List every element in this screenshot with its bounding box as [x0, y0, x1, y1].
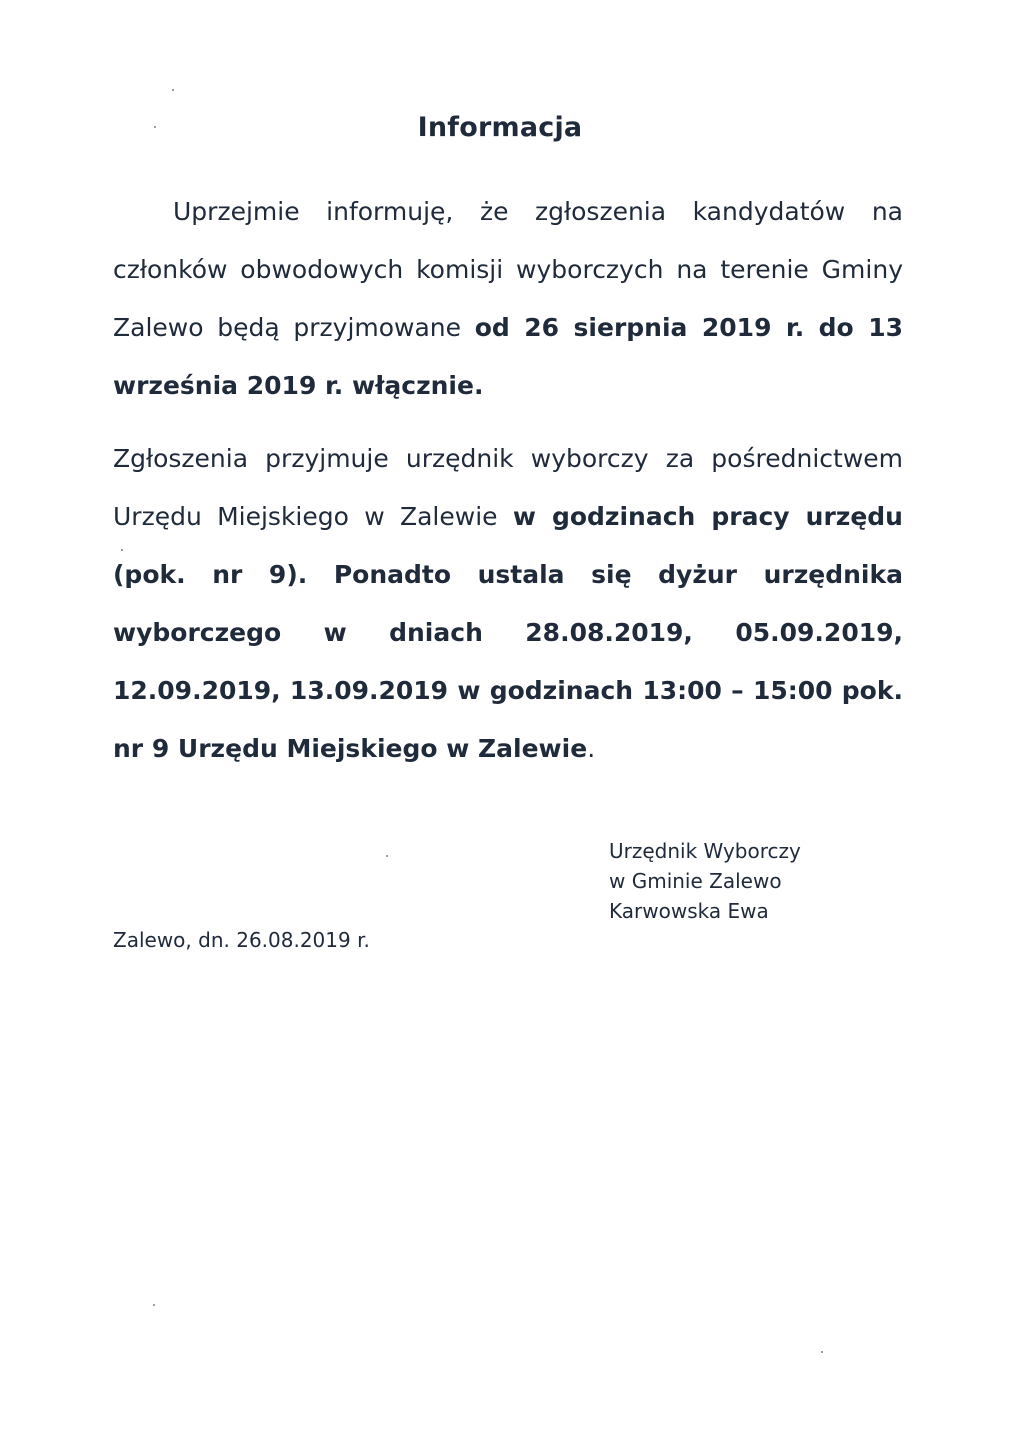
signature-block — [609, 836, 801, 926]
scan-speck — [121, 549, 123, 551]
signature-role: Urzędnik Wyborczy — [609, 839, 801, 863]
paragraph-bold-hours: w godzinach pracy urzędu (pok. nr 9). Ponadto ustala się dyżur urzędnika wyborczego w dniach 28.08.2019, 05.09.2019, 12.09.2019, 13.09.2019 w godzinach 13:00 – 15:00 pok. nr 9 Urzędu Miejskiego w Zalewie — [113, 502, 903, 763]
scan-speck — [153, 1304, 155, 1306]
paragraph-text: Uprzejmie informuję, że zgłoszenia kandydatów na członków obwodowych komisji wyborczych na terenie Gminy Zalewo będą przyjmowane — [113, 197, 903, 342]
paragraph-submission-dates — [113, 183, 903, 415]
scan-speck — [386, 855, 388, 857]
paragraph-text: Zgłoszenia przyjmuje urzędnik wyborczy za pośrednictwem Urzędu Miejskiego w Zalewie — [113, 444, 903, 531]
signature-office: w Gminie Zalewo — [609, 869, 782, 893]
paragraph-office-hours — [113, 430, 903, 778]
page-title: Informacja — [417, 112, 583, 143]
scan-speck — [821, 1351, 823, 1353]
paragraph-bold-dates: od 26 sierpnia 2019 r. do 13 września 2019 r. włącznie. — [113, 313, 903, 400]
signature-name: Karwowska Ewa — [609, 899, 769, 923]
paragraph-text-end: . — [587, 734, 596, 763]
scan-speck — [172, 89, 174, 91]
place-and-date: Zalewo, dn. 26.08.2019 r. — [113, 928, 370, 952]
scan-speck — [154, 126, 156, 128]
